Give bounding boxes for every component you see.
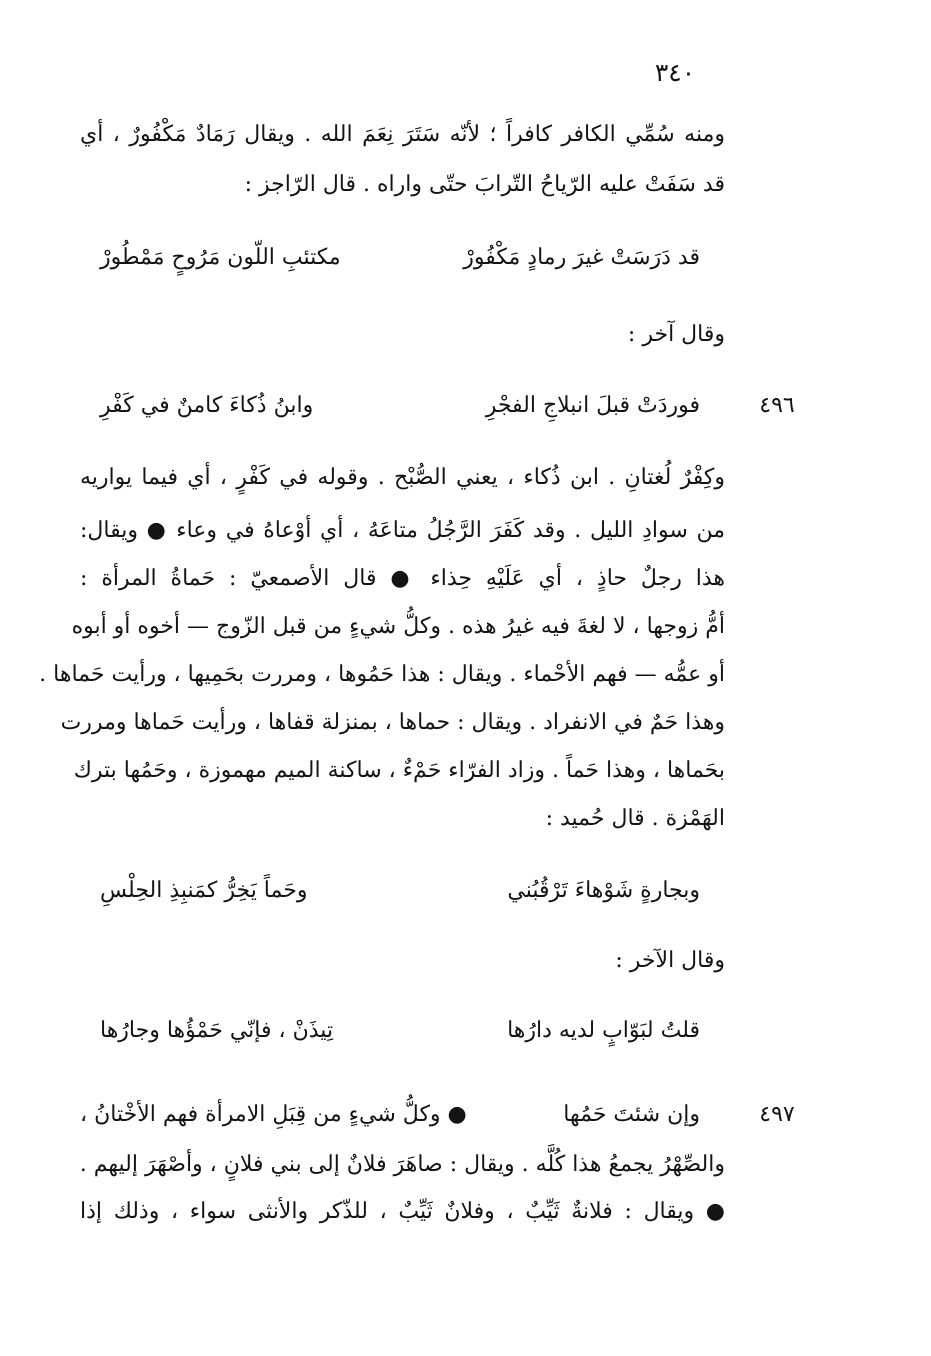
verse-number: ٤٩٧ xyxy=(759,1102,795,1127)
verse-intro: وقال آخر : xyxy=(627,322,725,347)
prose-line: أو عمُّه — فهم الأحْماء . ويقال : هذا حَمُوها ، ومررت بحَمِيها ، ورأيت حَماها . xyxy=(39,662,725,687)
verse-line xyxy=(100,388,700,424)
verse-line xyxy=(100,240,700,276)
verse-first-hemistich: وإن شئتَ حَمُها xyxy=(563,1102,700,1127)
prose-line: هذا رجلٌ حاذٍ ، أي عَلَيْهِ حِذاء ● قال الأصمعيّ : حَماةُ المرأة : xyxy=(80,566,725,591)
verse-second-hemistich: تِيذَنْ ، فإنّي حَمْؤُها وجارُها xyxy=(100,1018,334,1043)
verse-second-hemistich: مكتئبِ اللّون مَرُوحٍ مَمْطُورْ xyxy=(100,245,341,270)
prose-line: من سوادِ الليل . وقد كَفَرَ الرَّجُلُ متاعَهُ ، أي أوْعاهُ في وعاء ● ويقال: xyxy=(80,518,725,543)
verse-line xyxy=(80,1097,700,1133)
prose-continuation: ● وكلُّ شيءٍ من قِبَلِ الامرأة فهم الأخْتانُ ، xyxy=(80,1102,467,1127)
prose-line: وهذا حَمٌ في الانفراد . ويقال : حماها ، بمنزلة قفاها ، ورأيت حَماها ومررت xyxy=(60,710,725,735)
prose-line: أمُّ زوجها ، لا لغةَ فيه غيرُ هذه . وكلُّ شيءٍ من قبل الزّوج — أخوه أو أبوه xyxy=(71,614,725,639)
prose-line: وكِفْرٌ لُغتانِ . ابن ذُكاء ، يعني الصُّبْح . وقوله في كَفْرٍ ، أي فيما يواريه xyxy=(80,465,725,490)
prose-line: بحَماها ، وهذا حَماً . وزاد الفرّاء حَمْءٌ ، ساكنة الميم مهموزة ، وحَمُها بترك xyxy=(73,758,725,783)
prose-line: قد سَفَتْ عليه الرّياحُ التّرابَ حتّى واراه . قال الرّاجز : xyxy=(244,172,725,197)
prose-line: والصِّهْرُ يجمعُ هذا كُلَّه . ويقال : صاهَرَ فلانٌ إلى بني فلانٍ ، وأصْهَرَ إليهم . xyxy=(79,1152,725,1177)
verse-line xyxy=(100,873,700,909)
verse-second-hemistich: وابنُ ذُكاءَ كامنٌ في كَفْرِ xyxy=(100,393,314,418)
verse-first-hemistich: قلتُ لبَوّابٍ لديه دارُها xyxy=(507,1018,700,1043)
verse-first-hemistich: فوردَتْ قبلَ انبلاجِ الفجْرِ xyxy=(485,393,700,418)
prose-line: ومنه سُمِّي الكافر كافراً ؛ لأنّه سَتَرَ نِعَمَ الله . ويقال رَمَادٌ مَكْفُورٌ ، أي xyxy=(80,122,725,147)
verse-second-hemistich: وحَماً يَخِرُّ كمَنبِذِ الحِلْسِ xyxy=(100,878,308,903)
verse-line xyxy=(100,1013,700,1049)
prose-line: الهَمْزة . قال حُميد : xyxy=(545,806,725,831)
verse-number: ٤٩٦ xyxy=(759,393,795,418)
verse-first-hemistich: وبجارةٍ شَوْهاءَ تَرْقُبُني xyxy=(507,878,700,903)
page-number: ٣٤٠ xyxy=(654,58,696,87)
prose-line: ● ويقال : فلانةٌ ثَيِّبٌ ، وفلانٌ ثَيِّبٌ ، للذّكر والأنثى سواء ، وذلك إذا xyxy=(80,1199,725,1224)
verse-intro: وقال الآخر : xyxy=(615,948,725,973)
verse-first-hemistich: قد دَرَسَتْ غيرَ رمادٍ مَكْفُورْ xyxy=(463,245,700,270)
